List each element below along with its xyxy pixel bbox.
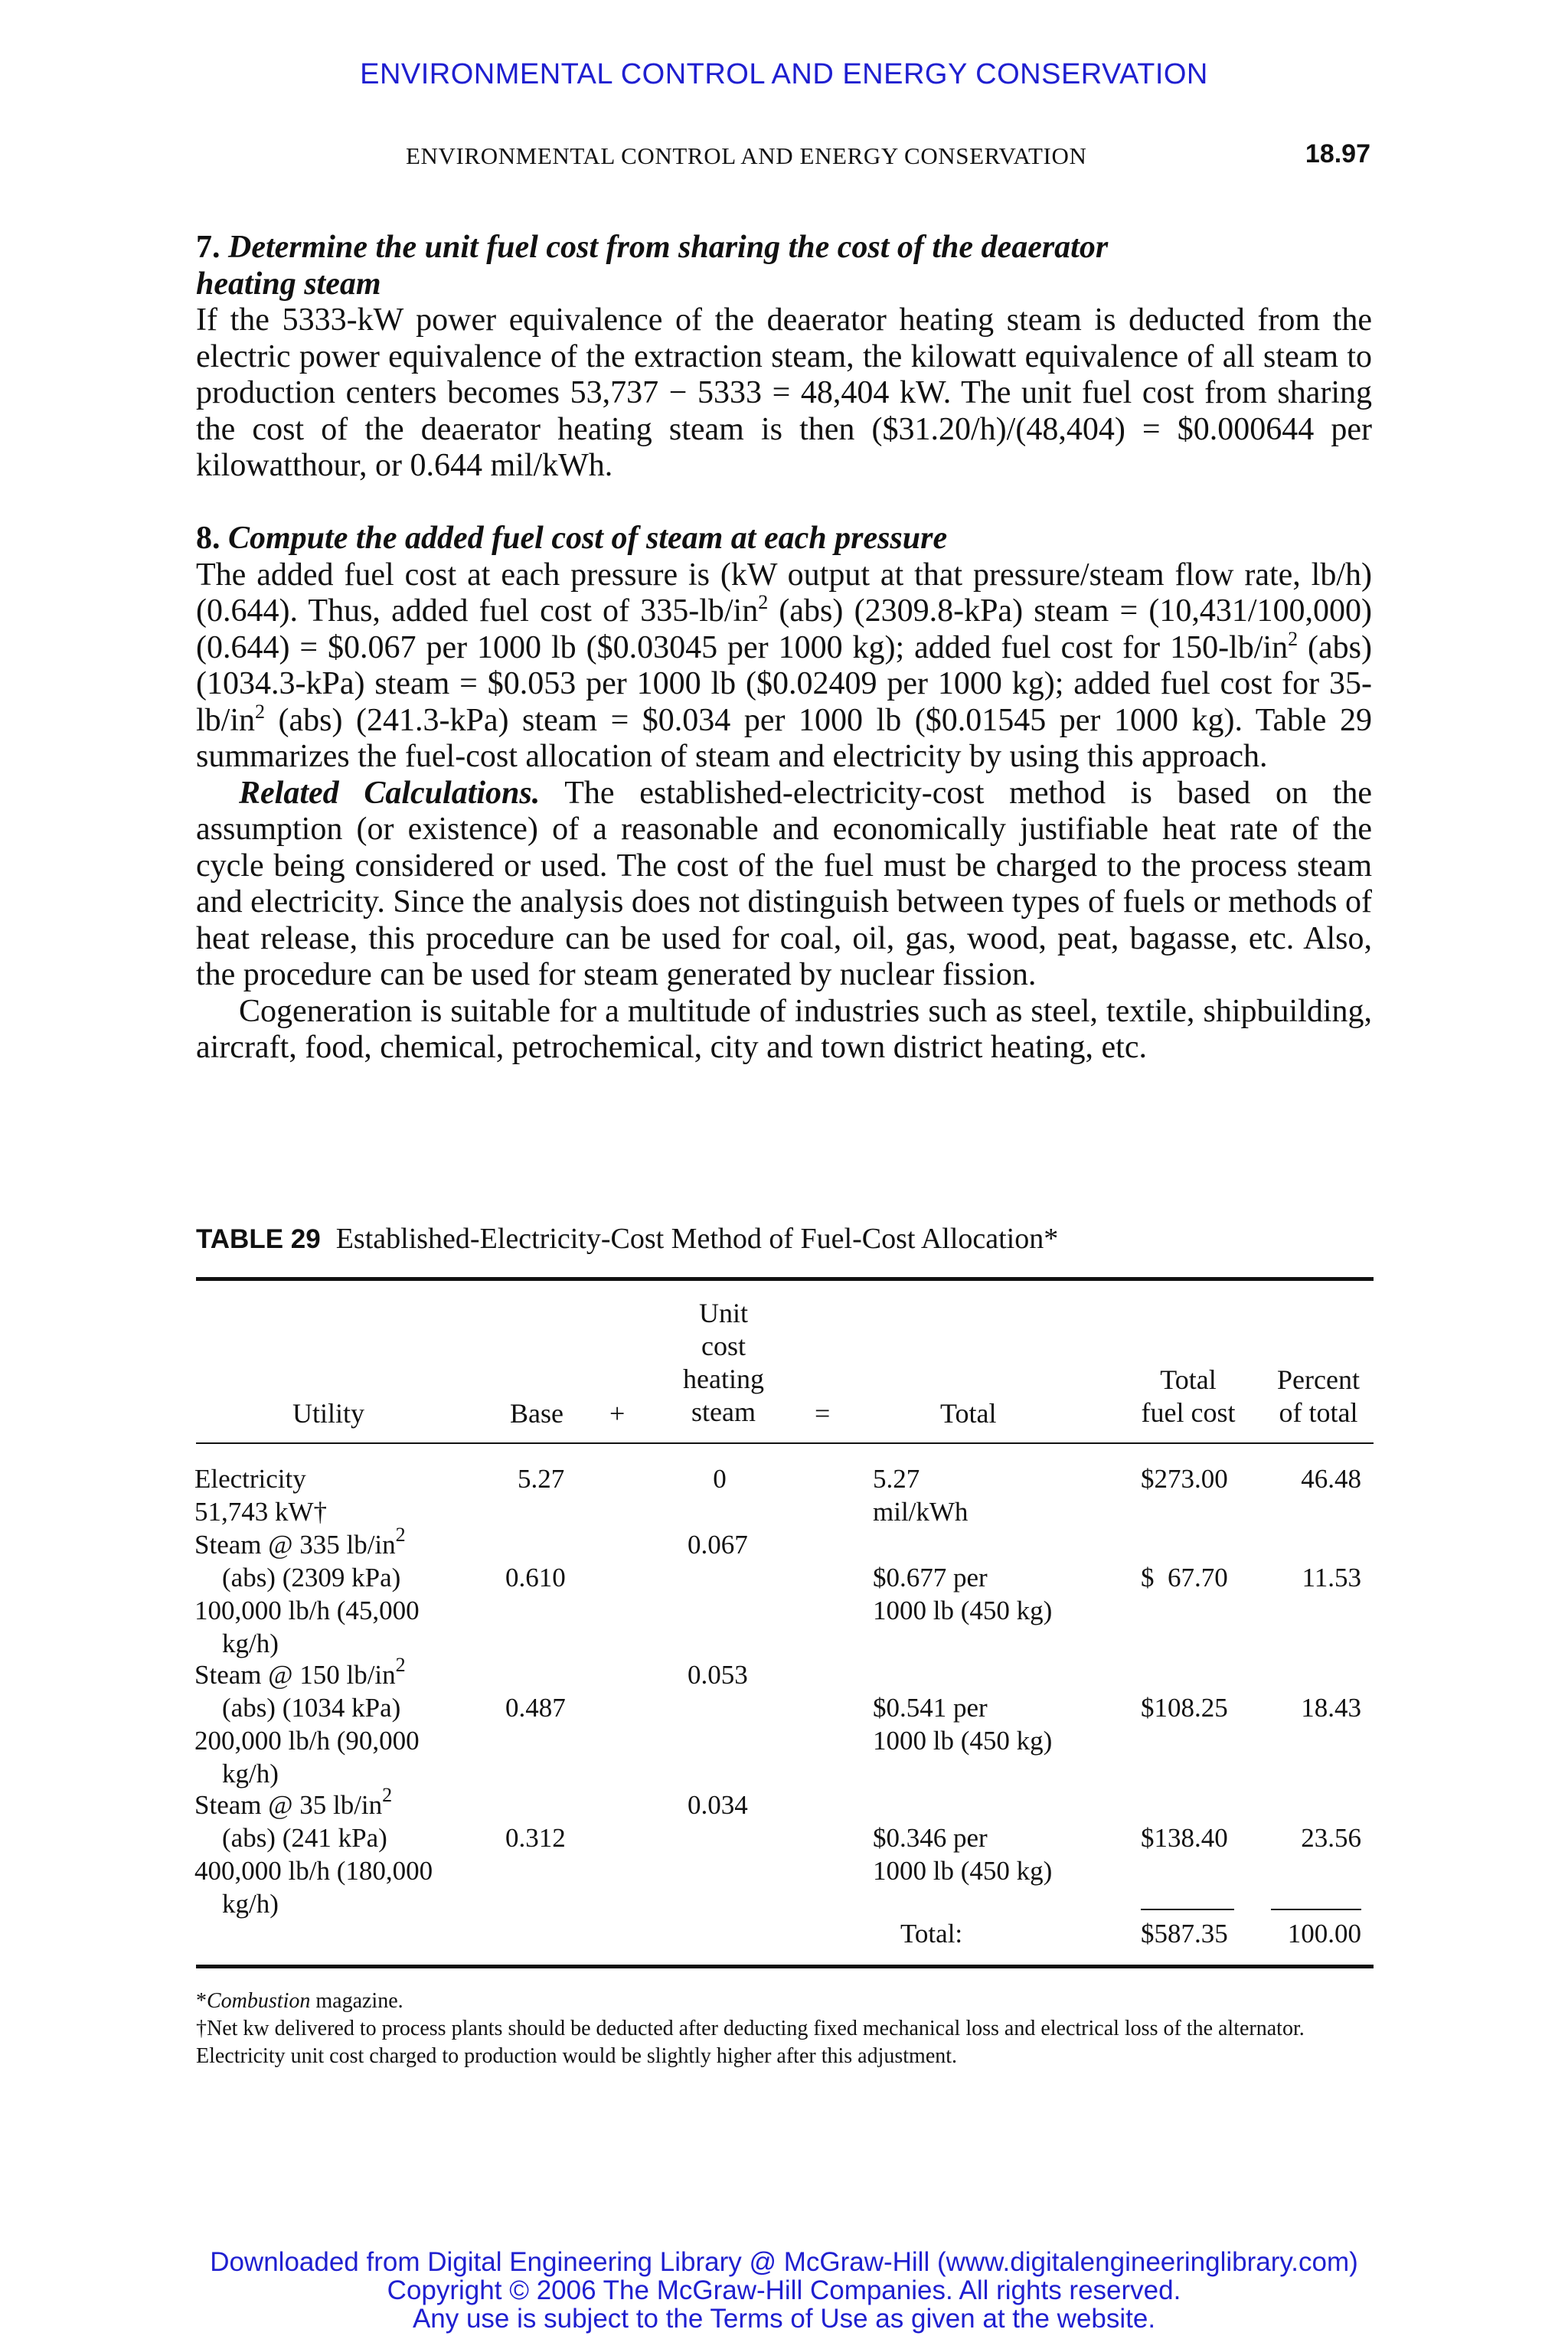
step-7-section (196, 230, 1372, 485)
step-8-heading-text: Compute the added fuel cost of steam at each pressure (228, 521, 948, 556)
table-row: Steam @ 35 $lb/in^2$ (abs) (241 kPa) 400,000 lb/h (180,000 kg/h) (194, 1784, 433, 1919)
row-2-total: $0.677 per 1000 lb (450 kg) (873, 1563, 1053, 1625)
step-7-number: 7. (196, 230, 220, 265)
row-3-fuel-cost: $108.25 (1141, 1693, 1228, 1723)
table-bottom-rule (196, 1965, 1374, 1968)
grand-total-fuel-cost: $587.35 (1141, 1919, 1228, 1949)
row-4-unit: 0.034 (688, 1790, 748, 1820)
row-3-unit: 0.053 (688, 1660, 748, 1690)
footnote-source: *Combustion magazine. (196, 1989, 403, 2013)
row-3-base: 0.487 (505, 1693, 566, 1723)
row-4-base: 0.312 (505, 1823, 566, 1853)
related-calculations: Related Calculations. The established-electricity-cost method is based on the assumption (or existence) of a reasonable and economically justifiable heat rate of the cycle being considered or used. The cost of the fuel must be charged to the process steam and electricity. Since the analysis does not distinguish between types of fuels or methods of heat release, this procedure can be used for coal, oil, gas, wood, peat, bagasse, etc. Also, the procedure can be used for steam generated by nuclear fission. (196, 775, 1373, 992)
table-title: Established-Electricity-Cost Method of Fuel-Cost Allocation* (335, 1223, 1059, 1255)
row-2-unit: 0.067 (688, 1530, 748, 1560)
row-4-percent: 23.56 (1301, 1823, 1361, 1853)
step-7-text: If the 5333-kW power equivalence of the deaerator heating steam is deducted from the electric power equivalence of the extraction steam, the kilowatt equivalence of all steam to production centers becomes 53,737 − 5333 = 48,404 kW. The unit fuel cost from sharing the cost of the deaerator heating steam is then ($31.20/h)/(48,404) = $0.000644 per kilowatthour, or 0.644 mil/kWh. (196, 302, 1372, 483)
running-head: ENVIRONMENTAL CONTROL AND ENERGY CONSERVATION (406, 142, 1087, 169)
row-4-fuel-cost: $138.40 (1141, 1823, 1228, 1853)
table-row: Steam @ 335 $lb/in^2$ (abs) (2309 kPa) 100,000 lb/h (45,000 kg/h) (194, 1524, 420, 1658)
row-2-base: 0.610 (505, 1563, 566, 1592)
row-1-percent: 46.48 (1301, 1464, 1361, 1494)
header-base: Base (510, 1398, 564, 1429)
page-number: 18.97 (1305, 139, 1370, 168)
footer-terms-line: Any use is subject to the Terms of Use as given at the website. (412, 2304, 1156, 2334)
top-banner: ENVIRONMENTAL CONTROL AND ENERGY CONSERVATION (360, 58, 1208, 90)
header-unit-cost: Unit cost heating steam (683, 1298, 764, 1427)
step-8-section (196, 521, 1372, 1067)
header-utility: Utility (292, 1398, 365, 1429)
table-row: Steam @ 150 $lb/in^2$ (abs) (1034 kPa) 200,000 lb/h (90,000 kg/h) (194, 1654, 420, 1788)
step-8-number: 8. (196, 521, 220, 556)
table-top-rule (196, 1277, 1374, 1281)
step-7-heading-line2: heating steam (196, 266, 381, 302)
row-1-fuel-cost: $273.00 (1141, 1464, 1228, 1494)
grand-total-label: Total: (900, 1919, 963, 1949)
row-1-total: 5.27 mil/kWh (873, 1464, 969, 1527)
header-percent: Percent of total (1277, 1364, 1360, 1428)
table-row: Electricity 51,743 kW† (194, 1464, 328, 1527)
step-8-text: The added fuel cost at each pressure is (kW output at that pressure/steam flow rate, lb/h)(0.644). Thus, added fuel cost of $335-lb/in^2$ (abs) (2309.8-kPa) steam = (10,431/100,000)(0.644) = $0.067 per 1000 lb ($0.03045 per 1000 kg); added fuel cost for $150-lb/in^2$ (abs) (1034.3-kPa) steam = $0.053 per 1000 lb ($0.02409 per 1000 kg); added fuel cost for $35-lb/in^2$ (abs) (241.3-kPa) steam = $0.034 per 1000 lb ($0.01545 per 1000 kg). Table 29 summarizes the fuel-cost allocation of steam and electricity by using this approach. (196, 557, 1372, 774)
row-3-total: $0.541 per 1000 lb (450 kg) (873, 1693, 1053, 1756)
table-label: TABLE 29 (196, 1224, 321, 1254)
footnote-dagger: †Net kw delivered to process plants should be deducted after deducting fixed mechanical loss and electrical loss of the alternator. Electricity unit cost charged to production would be slightly higher after this adjustment. (196, 2017, 1305, 2068)
table-caption (196, 1222, 1058, 1256)
row-2-percent: 11.53 (1302, 1563, 1361, 1592)
related-calculations-label: Related Calculations. (239, 775, 541, 811)
step-7-heading (196, 230, 1372, 302)
grand-total-percent: 100.00 (1287, 1919, 1361, 1949)
header-total: Total (940, 1398, 997, 1429)
row-2-fuel-cost: $ 67.70 (1141, 1563, 1228, 1592)
footer-download-line: Downloaded from Digital Engineering Library @ McGraw-Hill (www.digitalengineeringlibrary.com) (210, 2247, 1358, 2277)
row-3-percent: 18.43 (1301, 1693, 1361, 1723)
fuel-cost-sum-rule (1141, 1909, 1234, 1910)
row-1-base: 5.27 (518, 1464, 565, 1494)
table-header-rule (196, 1442, 1374, 1444)
cogeneration-paragraph: Cogeneration is suitable for a multitude of industries such as steel, textile, shipbuilding, aircraft, food, chemical, petrochemical, city and town district heating, etc. (196, 993, 1372, 1065)
row-4-total: $0.346 per 1000 lb (450 kg) (873, 1823, 1053, 1886)
step-7-heading-line1: Determine the unit fuel cost from sharing the cost of the deaerator (228, 230, 1109, 265)
header-plus: + (609, 1398, 626, 1429)
header-equals: = (815, 1398, 831, 1429)
footer-copyright-line: Copyright © 2006 The McGraw-Hill Companies. All rights reserved. (387, 2275, 1181, 2305)
step-8-heading (196, 521, 1372, 557)
header-total-fuel-cost: Total fuel cost (1141, 1364, 1236, 1428)
row-1-unit: 0 (713, 1464, 727, 1494)
percent-sum-rule (1271, 1909, 1361, 1910)
